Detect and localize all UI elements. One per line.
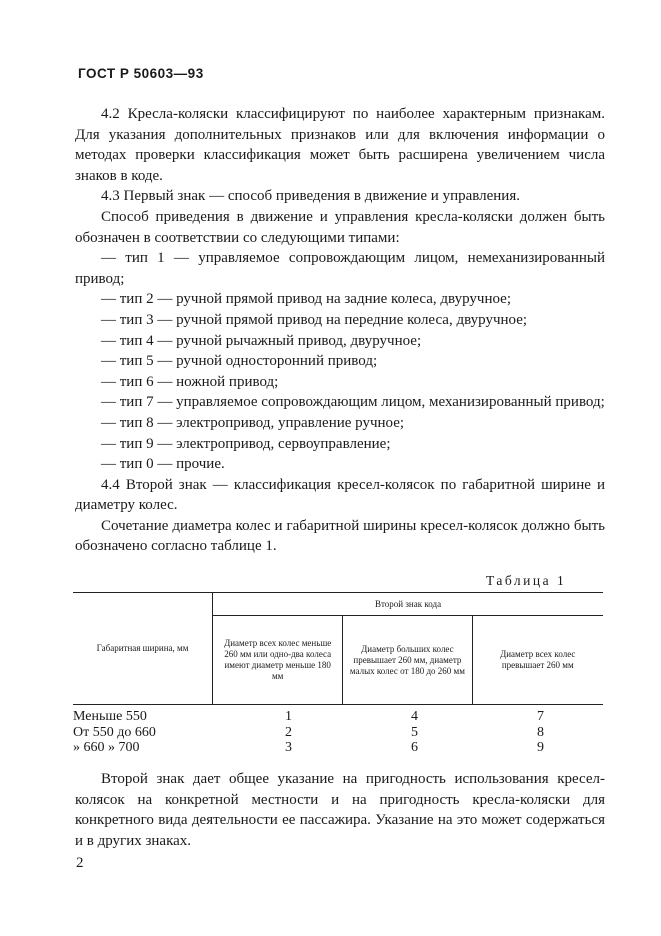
classification-table (73, 592, 603, 705)
paragraph-4-4: 4.4 Второй знак — классификация кресел-колясок по габаритной ширине и диаметру колес. (75, 476, 605, 514)
list-item-type-7: — тип 7 — управляемое сопровождающим лицом, механизированный привод; (101, 394, 605, 411)
table-header-width: Габаритная ширина, мм (73, 593, 213, 705)
table-cell-code: 7 (537, 709, 544, 724)
page-number: 2 (76, 855, 84, 871)
list-item-type-6: — тип 6 — ножной привод; (101, 373, 279, 390)
paragraph-second-sign: Второй знак дает общее указание на пригодность использования кресел-колясок на конкретной местности и на пригодность кресла-коляски для конкретного вида деятельности ее пассажира. Указание на это может содержаться и в других знаках. (75, 771, 605, 849)
table-row (73, 740, 603, 756)
paragraph-4-2: 4.2 Кресла-коляски классифицируют по наиболее характерным признакам. Для указания дополнительных признаков или для включения информации о методах проверки классификация может быть расширена увеличением числа знаков в коде. (75, 106, 605, 184)
list-item-type-5: — тип 5 — ручной односторонний привод; (101, 353, 378, 370)
table-row (73, 725, 603, 741)
list-item-type-9: — тип 9 — электропривод, сервоуправление; (101, 435, 391, 452)
paragraph-method: Способ приведения в движение и управления кресла-коляски должен быть обозначен в соответствии со следующими типами: (75, 208, 605, 246)
paragraph-4-3: 4.3 Первый знак — способ приведения в движение и управления. (101, 188, 520, 205)
table-row (73, 709, 603, 725)
table-subheader-2: Диаметр больших колес превышает 260 мм, диаметр малых колес от 180 до 260 мм (343, 616, 472, 705)
table-cell-code: 9 (537, 740, 544, 755)
document-header: ГОСТ Р 50603—93 (78, 66, 204, 81)
table-cell-code: 3 (285, 740, 292, 755)
table-cell-code: 6 (411, 740, 418, 755)
table-subheader-3: Диаметр всех колес превышает 260 мм (472, 616, 603, 705)
table-cell-code: 2 (285, 724, 292, 740)
table-body (73, 709, 603, 756)
table-cell-width: » 660 » 700 (73, 740, 140, 755)
table-cell-code: 4 (411, 709, 418, 724)
table-subheader-1: Диаметр всех колес меньше 260 мм или одно-два колеса имеют диаметр меньше 180 мм (213, 616, 343, 705)
table-caption: Таблица 1 (486, 573, 567, 588)
list-item-type-0: — тип 0 — прочие. (101, 456, 225, 473)
table-cell-code: 1 (285, 709, 292, 724)
table-header-group: Второй знак кода (213, 593, 603, 616)
table-cell-code: 8 (537, 724, 544, 740)
list-item-type-4: — тип 4 — ручной рычажный привод, двуручное; (101, 332, 422, 349)
list-item-type-2: — тип 2 — ручной прямой привод на задние колеса, двуручное; (101, 291, 511, 308)
list-item-type-3: — тип 3 — ручной прямой привод на передние колеса, двуручное; (101, 311, 528, 328)
table-cell-width: От 550 до 660 (73, 724, 156, 740)
table-cell-code: 5 (411, 724, 418, 740)
list-item-type-8: — тип 8 — электропривод, управление ручное; (101, 414, 405, 431)
table-cell-width: Меньше 550 (73, 709, 147, 724)
paragraph-combination: Сочетание диаметра колес и габаритной ширины кресел-колясок должно быть обозначено согласно таблице 1. (75, 517, 605, 555)
section-text-bottom (75, 769, 605, 851)
section-text-top (75, 104, 605, 557)
list-item-type-1: — тип 1 — управляемое сопровождающим лицом, немеханизированный привод; (75, 250, 605, 287)
